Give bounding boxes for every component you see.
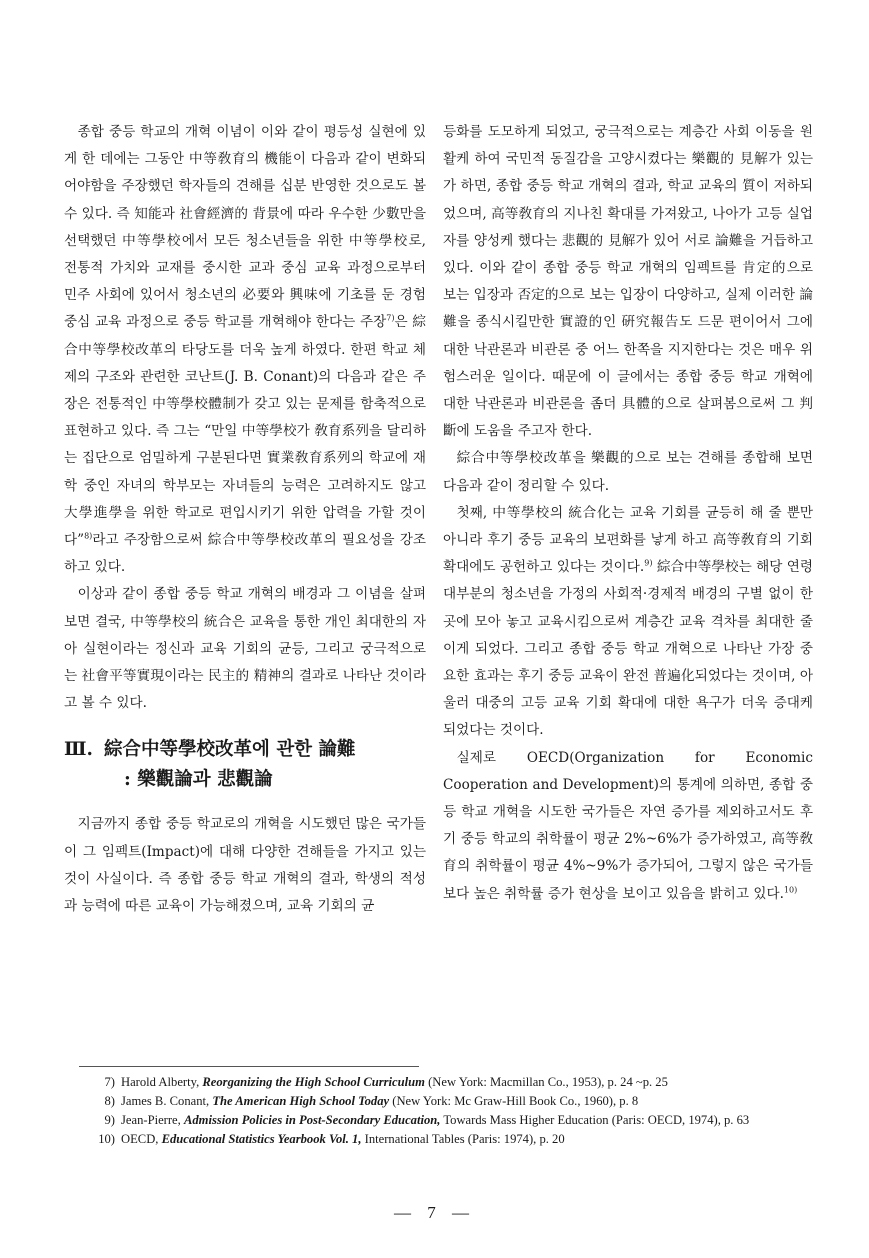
footnote-9: 9) Jean-Pierre, Admission Policies in Post-Secondary Education, Towards Mass Higher Education (Paris: OECD, 1974), p. 63 bbox=[104, 1113, 750, 1127]
section-title-line1: 綜合中等學校改革에 관한 論難 bbox=[104, 739, 356, 761]
right-paragraph-4: 실제로 OECD(Organization for Economic Cooperation and Development)의 통계에 의하면, 종합 중등 학교 개혁을 시도한 국가들은 자연 증가를 제외하고서도 후기 중등 학교의 취학률이 평균 2%~6%가 증가하였고, 高等敎育의 취학률이 평균 4%~9%가 증가되어, 그렇지 않은 국가들보다 높은 취학률 증가 현상을 보이고 있음을 밝히고 있다.$^{10)}$ bbox=[443, 749, 813, 902]
right-paragraph-2: 綜合中等學校改革을 樂觀的으로 보는 견해를 종합해 보면 다음과 같이 정리할 수 있다. bbox=[443, 450, 813, 494]
right-paragraph-3: 첫째, 中等學校의 統合化는 교육 기회를 균등히 해 줄 뿐만 아니라 후기 중등 교육의 보편화를 낳게 하고 高等敎育의 기회 확대에도 공헌하고 있다는 것이다.$^{9)}$ 綜合中等學校는 해당 연령 대부분의 청소년을 가정의 사회적·경제적 배경의 구별 없이 한 곳에 모아 놓고 교육시킴으로써 계층간 교육 격차를 최대한 줄이게 되었다. 그리고 종합 중등 학교 개혁으로 나타난 가장 중요한 효과는 후기 중등 교육이 완전 普遍化되었다는 것이며, 아울러 대중의 고등 교육 기회 확대에 대한 욕구가 더욱 증대케 되었다는 것이다. bbox=[443, 504, 813, 739]
footnote-ref-10[interactable]: 10) bbox=[783, 885, 798, 895]
right-paragraph-1: 등화를 도모하게 되었고, 궁극적으로는 계층간 사회 이동을 원활케 하여 국민적 동질감을 고양시켰다는 樂觀的 見解가 있는가 하면, 종합 중등 학교 개혁의 결과, 학교 교육의 質이 저하되었으며, 高等敎育의 지나친 확대를 가져왔고, 나아가 고등 실업자를 양성케 했다는 悲觀的 見解가 있어 서로 論難을 거듭하고 있다. 이와 같이 종합 중등 학교 개혁의 임펙트를 肯定的으로 보는 입장과 否定的으로 보는 입장이 다양하고, 실제 이러한 論難을 종식시킬만한 實證的인 硏究報告도 드문 편이어서 그에 대한 낙관론과 비관론 중 어느 한쪽을 지지한다는 것은 매우 위험스러운 일이다. 때문에 이 글에서는 종합 중등 학교 개혁에 대한 낙관론과 비관론을 좀더 具體的으로 살펴봄으로써 그 判斷에 도움을 주고자 한다. bbox=[443, 124, 813, 440]
footnote-ref-8[interactable]: 8) bbox=[84, 531, 93, 541]
footnote-ref-9[interactable]: 9) bbox=[644, 558, 653, 568]
footnote-rule bbox=[79, 1066, 419, 1067]
right-column bbox=[443, 119, 813, 908]
left-paragraph-3: 지금까지 종합 중등 학교로의 개혁을 시도했던 많은 국가들이 그 임펙트(Impact)에 대해 다양한 견해들을 가지고 있는 것이 사실이다. 즉 종합 중등 학교 개혁의 결과, 학생의 적성과 능력에 따른 교육이 가능해졌으며, 교육 기회의 균 bbox=[64, 816, 426, 915]
footnote-10: 10) OECD, Educational Statistics Yearbook Vol. 1, International Tables (Paris: 1974), p. 20 bbox=[98, 1132, 565, 1146]
left-paragraph-2: 이상과 같이 종합 중등 학교 개혁의 배경과 그 이념을 살펴보면 결국, 中等學校의 統合은 교육을 통한 개인 최대한의 자아 실현이라는 정신과 교육 기회의 균등, 그리고 궁극적으로는 社會平等實現이라는 民主的 精神의 결과로 나타난 것이라고 볼 수 있다. bbox=[64, 586, 426, 712]
footnote-ref-7[interactable]: 7) bbox=[386, 313, 395, 323]
section-heading bbox=[64, 735, 426, 795]
footnotes bbox=[93, 1073, 823, 1149]
footnote-8: 8) James B. Conant, The American High School Today (New York: Mc Graw-Hill Book Co., 1960), p. 8 bbox=[104, 1094, 639, 1108]
footnote-7: 7) Harold Alberty, Reorganizing the High School Curriculum (New York: Macmillan Co., 1953), p. 24 ~p. 25 bbox=[104, 1075, 668, 1089]
section-title-line2: : 樂觀論과 悲觀論 bbox=[124, 769, 273, 791]
section-number: Ⅲ. bbox=[64, 739, 93, 761]
left-paragraph-1: 종합 중등 학교의 개혁 이념이 이와 같이 평등성 실현에 있게 한 데에는 그동안 中等敎育의 機能이 다음과 같이 변화되어야함을 주장했던 학자들의 견해를 십분 반영한 것으로도 볼 수 있다. 즉 知能과 社會經濟的 背景에 따라 우수한 少數만을 선택했던 中等學校에서 모든 청소년들을 위한 中等學校로, 전통적 가치와 교재를 중시한 교과 중심 교육 과정으로부터 민주 사회에 있어서 청소년의 必要와 興味에 기초를 둔 경험 중심 교육 과정으로 중등 학교를 개혁해야 한다는 주장$^{7)}$은 綜合中等學校改革의 타당도를 더욱 높게 하였다. 한편 학교 체제의 구조와 관련한 코난트(J. B. Conant)의 다음과 같은 주장은 전통적인 中等學校體制가 갖고 있는 문제를 함축적으로 표현하고 있다. 즉 그는 “만일 中等學校가 敎育系列을 달리하는 집단으로 엄밀하게 구분된다면 實業敎育系列의 학교에 재학 중인 자녀의 학부모는 자녀들의 능력은 고려하지도 않고 大學進學을 위한 학교로 편입시키기 위한 압력을 가할 것이다”$^{8)}$라고 주장함으로써 綜合中等學校改革의 필요성을 강조하고 있다. bbox=[64, 124, 427, 576]
left-column bbox=[64, 119, 426, 920]
page-number: — 7 — bbox=[394, 1203, 475, 1222]
